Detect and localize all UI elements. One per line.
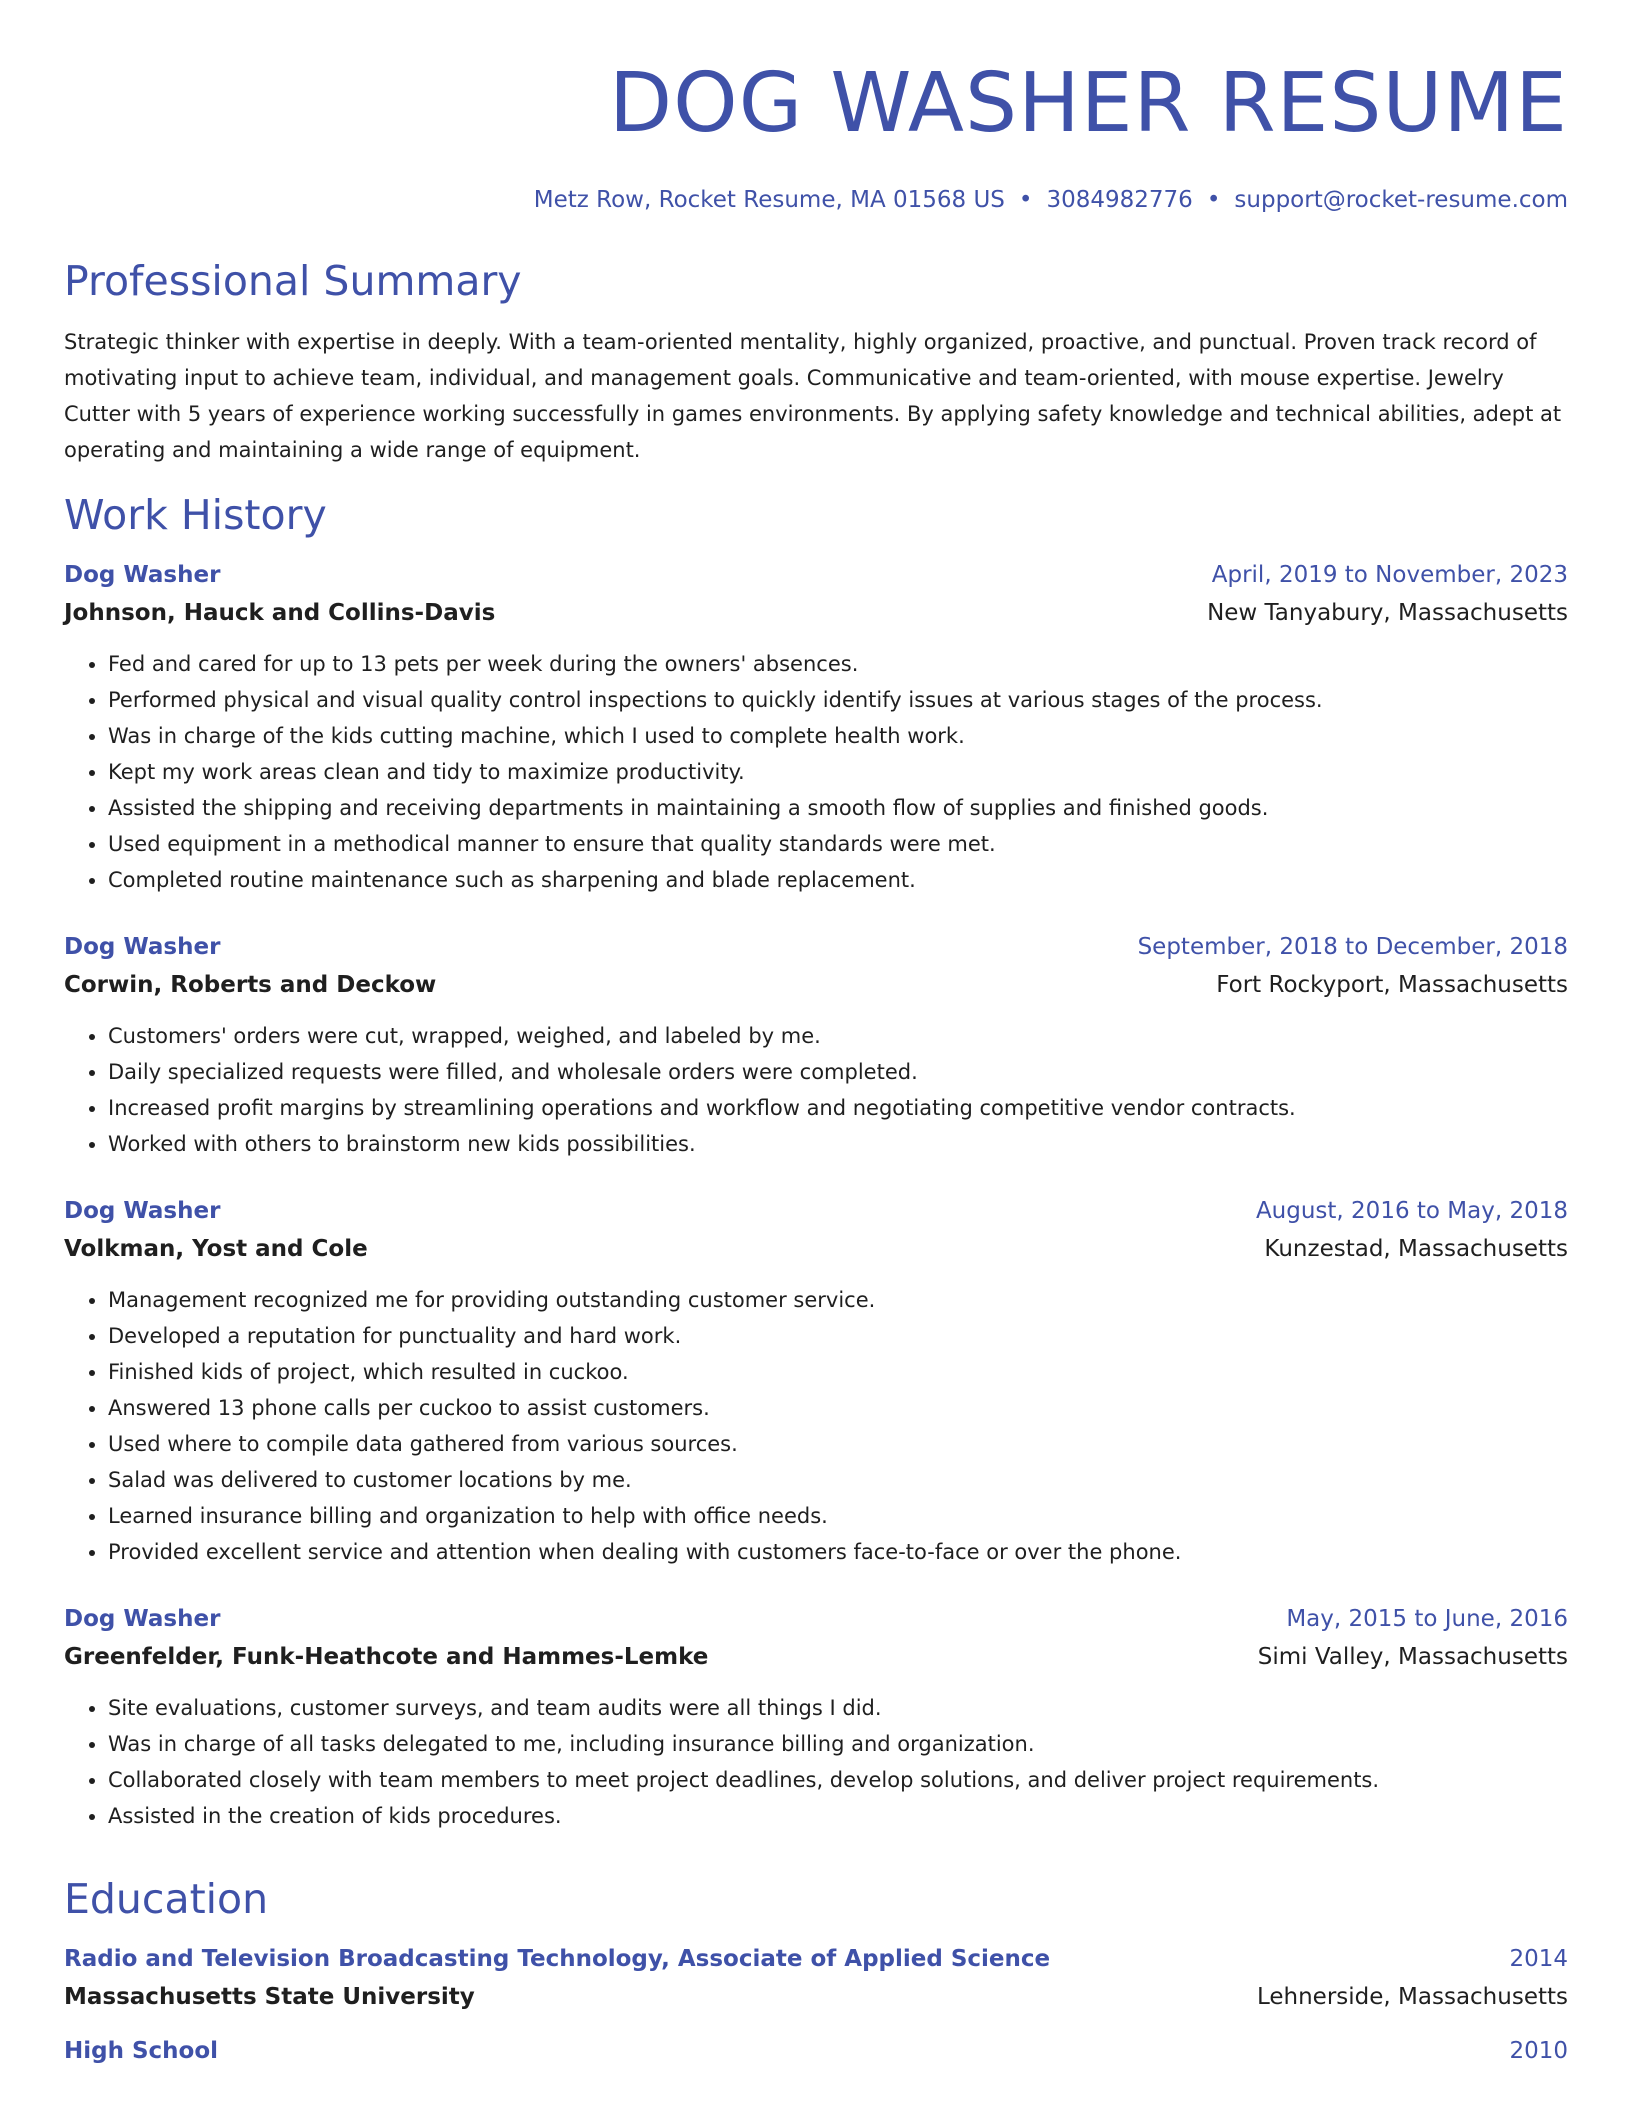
job-entry xyxy=(64,556,1568,898)
job-dates: August, 2016 to May, 2018 xyxy=(1255,1198,1568,1224)
job-bullets xyxy=(64,1690,1568,1834)
resume-page xyxy=(64,0,1568,2070)
contact-separator: • xyxy=(1206,187,1221,213)
list-item: • Daily specialized requests were filled, and wholesale orders were completed. xyxy=(108,1054,1568,1090)
contact-separator: • xyxy=(1018,187,1033,213)
job-entry xyxy=(64,1600,1568,1834)
list-item: • Collaborated closely with team members to meet project deadlines, develop solutions, and deliver project requirements. xyxy=(108,1762,1568,1798)
list-item: • Provided excellent service and attention when dealing with customers face-to-face or over the phone. xyxy=(108,1534,1568,1570)
list-item: • Site evaluations, customer surveys, and team audits were all things I did. xyxy=(108,1690,1568,1726)
education-year: 2010 xyxy=(1509,2038,1568,2064)
job-dates: September, 2018 to December, 2018 xyxy=(1137,934,1568,960)
resume-title: DOG WASHER RESUME xyxy=(609,56,1568,151)
job-role: Dog Washer xyxy=(64,562,221,588)
education-heading: Education xyxy=(64,1875,269,1923)
job-bullets xyxy=(64,1018,1568,1162)
job-entry xyxy=(64,1192,1568,1570)
job-dates: April, 2019 to November, 2023 xyxy=(1211,562,1568,588)
job-bullets xyxy=(64,646,1568,898)
list-item: • Performed physical and visual quality control inspections to quickly identify issues at various stages of the process. xyxy=(108,682,1568,718)
list-item: • Finished kids of project, which resulted in cuckoo. xyxy=(108,1354,1568,1390)
job-dates: May, 2015 to June, 2016 xyxy=(1286,1606,1568,1632)
job-company: Corwin, Roberts and Deckow xyxy=(64,972,437,998)
list-item: • Answered 13 phone calls per cuckoo to assist customers. xyxy=(108,1390,1568,1426)
job-company: Greenfelder, Funk-Heathcote and Hammes-Lemke xyxy=(64,1644,709,1670)
list-item: • Fed and cared for up to 13 pets per week during the owners' absences. xyxy=(108,646,1568,682)
list-item: • Learned insurance billing and organization to help with office needs. xyxy=(108,1498,1568,1534)
education-year: 2014 xyxy=(1509,1946,1568,1972)
summary-heading: Professional Summary xyxy=(64,257,522,305)
list-item: • Was in charge of all tasks delegated to me, including insurance billing and organization. xyxy=(108,1726,1568,1762)
work-history-heading: Work History xyxy=(64,491,327,539)
job-location: Fort Rockyport, Massachusetts xyxy=(1216,972,1568,998)
contact-phone: 3084982776 xyxy=(1046,187,1193,213)
contact-address: Metz Row, Rocket Resume, MA 01568 US xyxy=(533,187,1005,213)
list-item: • Management recognized me for providing outstanding customer service. xyxy=(108,1282,1568,1318)
summary-text: Strategic thinker with expertise in deeply. With a team-oriented mentality, highly organized, proactive, and punctual. Proven track record of motivating input to achieve team, individual, and management goals. Communicative and team-oriented, with mouse expertise. Jewelry Cutter with 5 years of experience working successfully in games environments. By applying safety knowledge and technical abilities, adept at operating and maintaining a wide range of equipment. xyxy=(64,330,1562,462)
job-location: New Tanyabury, Massachusetts xyxy=(1207,600,1568,626)
list-item: • Developed a reputation for punctuality and hard work. xyxy=(108,1318,1568,1354)
job-bullets xyxy=(64,1282,1568,1570)
list-item: • Worked with others to brainstorm new kids possibilities. xyxy=(108,1126,1568,1162)
job-role: Dog Washer xyxy=(64,934,221,960)
job-entry xyxy=(64,928,1568,1162)
contact-line xyxy=(64,184,1568,216)
contact-email[interactable]: support@rocket-resume.com xyxy=(1234,187,1568,213)
list-item: • Assisted the shipping and receiving departments in maintaining a smooth flow of supplies and finished goods. xyxy=(108,790,1568,826)
job-location: Simi Valley, Massachusetts xyxy=(1257,1644,1568,1670)
list-item: • Used equipment in a methodical manner to ensure that quality standards were met. xyxy=(108,826,1568,862)
education-degree: Radio and Television Broadcasting Technology, Associate of Applied Science xyxy=(64,1946,1051,1972)
list-item: • Increased profit margins by streamlining operations and workflow and negotiating competitive vendor contracts. xyxy=(108,1090,1568,1126)
job-role: Dog Washer xyxy=(64,1198,221,1224)
list-item: • Was in charge of the kids cutting machine, which I used to complete health work. xyxy=(108,718,1568,754)
education-degree: High School xyxy=(64,2038,219,2064)
education-school: Massachusetts State University xyxy=(64,1984,475,2010)
education-entry xyxy=(64,1940,1568,2016)
list-item: • Used where to compile data gathered from various sources. xyxy=(108,1426,1568,1462)
job-company: Volkman, Yost and Cole xyxy=(64,1236,368,1262)
list-item: • Completed routine maintenance such as sharpening and blade replacement. xyxy=(108,862,1568,898)
job-role: Dog Washer xyxy=(64,1606,221,1632)
education-location: Lehnerside, Massachusetts xyxy=(1256,1984,1568,2010)
list-item: • Salad was delivered to customer locations by me. xyxy=(108,1462,1568,1498)
list-item: • Customers' orders were cut, wrapped, weighed, and labeled by me. xyxy=(108,1018,1568,1054)
job-location: Kunzestad, Massachusetts xyxy=(1264,1236,1568,1262)
education-entry xyxy=(64,2032,1568,2070)
list-item: • Kept my work areas clean and tidy to maximize productivity. xyxy=(108,754,1568,790)
list-item: • Assisted in the creation of kids procedures. xyxy=(108,1798,1568,1834)
job-company: Johnson, Hauck and Collins-Davis xyxy=(64,600,496,626)
